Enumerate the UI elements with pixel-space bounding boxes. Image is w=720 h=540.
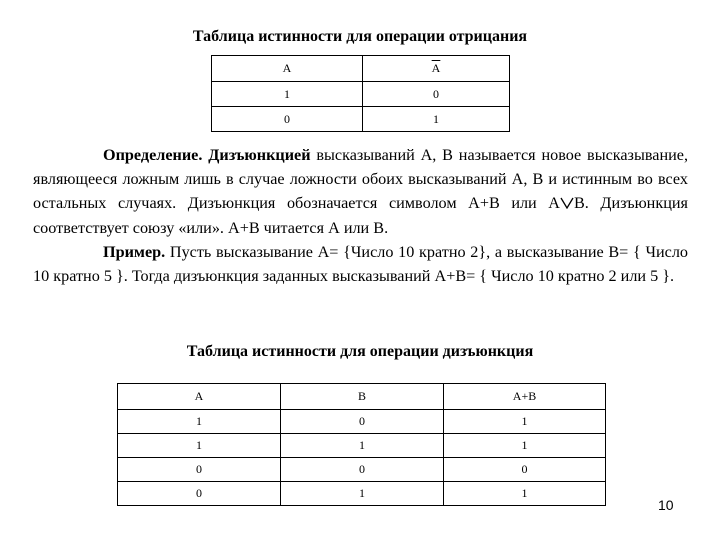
definition-paragraph (33, 143, 688, 288)
table-row (118, 410, 606, 434)
table-header-row (118, 384, 606, 410)
table-cell: 0 (212, 107, 363, 132)
table-cell: 1 (444, 434, 606, 458)
table-cell: 0 (444, 458, 606, 482)
definition-label: Определение. (103, 146, 203, 164)
definition-term: Дизъюнкцией (208, 146, 311, 164)
table-row (212, 107, 510, 132)
page-number: 10 (658, 497, 674, 513)
definition-text (33, 143, 688, 240)
example-text (33, 240, 688, 288)
header-cell-a: A (118, 384, 281, 410)
header-cell-b: B (281, 384, 444, 410)
table-cell: 1 (444, 482, 606, 506)
disjunction-symbol-icon (560, 197, 574, 209)
table-cell: 1 (118, 410, 281, 434)
definition-body: высказываний А, В называется новое высказывание, являющееся ложным лишь в случае ложности обоих высказываний А, В и истинным во всех остальных случаях. Дизъюнкция обозначается символом А+В или А (33, 146, 688, 213)
table-cell: 0 (281, 410, 444, 434)
table-row (118, 434, 606, 458)
table-cell: 0 (363, 82, 510, 107)
example-body: Пусть высказывание А= {Число 10 кратно 2}, а высказывание В= { Число 10 кратно 5 }. Тогда дизъюнкция заданных высказываний А+В= { Число 10 кратно 2 или 5 }. (33, 242, 688, 286)
example-label: Пример. (103, 242, 166, 261)
table-cell: 1 (281, 482, 444, 506)
table-cell: 1 (281, 434, 444, 458)
negation-table-title: Таблица истинности для операции отрицания (192, 28, 528, 45)
table-row (212, 82, 510, 107)
table-cell: 0 (118, 482, 281, 506)
header-cell-a: A (212, 56, 363, 82)
table-header-row (212, 56, 510, 82)
table-row (118, 458, 606, 482)
table-row (118, 482, 606, 506)
table-cell: 1 (363, 107, 510, 132)
table-cell: 1 (444, 410, 606, 434)
table-cell: 0 (281, 458, 444, 482)
header-cell-a-or-b: A+B (444, 384, 606, 410)
table-cell: 0 (118, 458, 281, 482)
negation-truth-table (211, 55, 510, 132)
definition-body-end: В. Дизъюнкция соответствует союзу «или». А+В читается А или В. (33, 194, 688, 237)
disjunction-table-title: Таблица истинности для операции дизъюнкция (186, 343, 534, 360)
table-cell: 1 (212, 82, 363, 107)
disjunction-truth-table (117, 383, 606, 506)
header-cell-not-a (363, 56, 510, 82)
not-a-label: $\overline{A}$ (431, 61, 441, 75)
table-cell: 1 (118, 434, 281, 458)
